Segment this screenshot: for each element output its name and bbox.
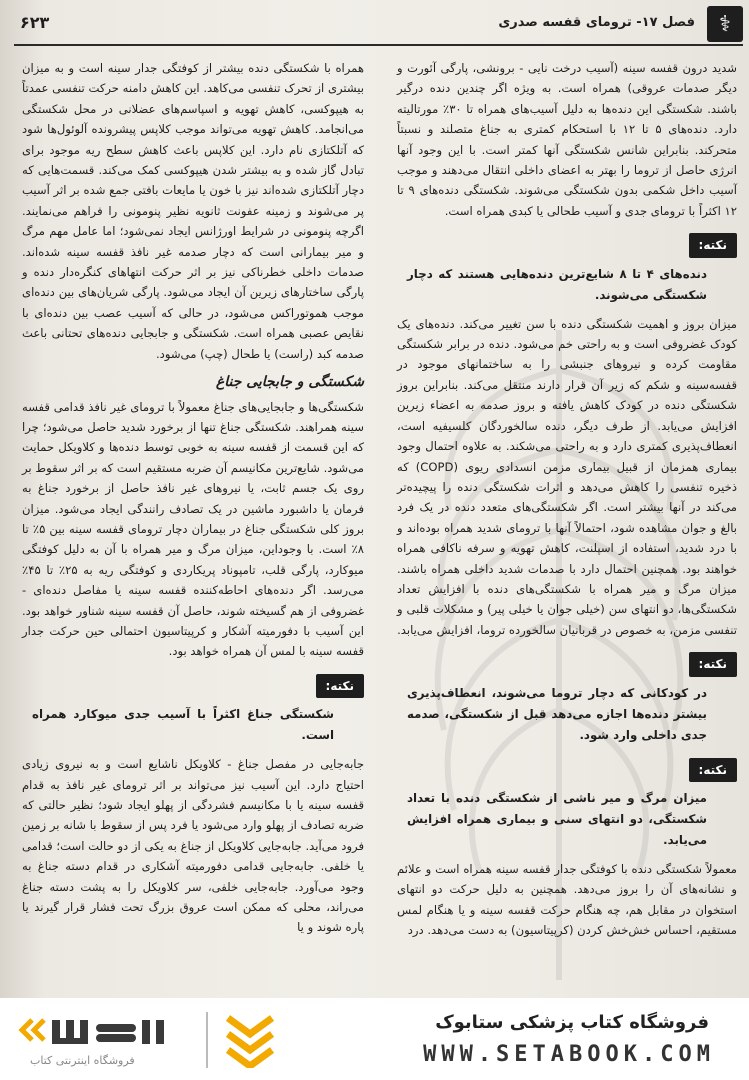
paragraph: شدید درون قفسه سینه (آسیب درخت نایی - برونشی، پارگی آئورت و دیگر صدمات عروقی) همراه است. به ویژه اگر چندین دنده درگیر باشند. شکستگی این دنده‌ها به دلیل آسیب‌های همراه تا ۳۰٪ مورتالیته دارد. دنده‌های ۵ تا ۱۲ با استحکام کمتری به جناغ متصلند و نسبتاً متحرکند. بنابراین شانس شکستگی آنها کمتر است. با این وجود آنها انرژی حاصل از تروما را بهتر به اعضای داخلی انتقال می‌دهند و موجب آسیب داخل شکمی بدون شکستگی می‌شوند. شکستگی دنده‌های ۹ تا ۱۲ اکثراً با ترومای جدی و آسیب طحالی یا کبدی همراه است. (397, 61, 737, 218)
paragraph: همراه با شکستگی دنده بیشتر از کوفتگی جدار سینه است و به میزان بیشتری از تحرک تنفسی می‌کاهد. این کاهش دامنه حرکت تنفسی عمدتاً به هیپوکسی، کاهش تهویه و اسپاسم‌های عضلانی در محل شکستگی می‌انجامد. کاهش تهویه می‌تواند موجب کلاپس پیشرونده آلوئول‌ها شود که آتلکتازی نام دارد. این کلاپس باعث کاهش سطح ریه موجود برای تبادل گاز شده و به بیشتر شدن هیپوکسی کمک می‌کند. قسمت‌هایی که دچار آتلکتازی شده‌اند نیز با خون یا مایعات بافتی جمع شده بر اثر آسیب پر می‌شوند و زمینه عفونت ثانویه نظیر پنومونی را فراهم می‌نمایند. اگرچه پنومونی در شرایط اورژانس ایجاد نمی‌شود؛ اما عامل مهم مرگ و میر بیمارانی است که دچار صدمه غیر نافذ قفسه سینه شده‌اند. صدمات داخلی خطرناکی نیز بر اثر حرکت انتهاهای کنگره‌دار دنده و پارگی ساختارهای زیرین آن ایجاد می‌شود. پارگی شریان‌های بین دنده‌ای موجب هموتوراکس می‌شود، در حالی که آسیب عصب بین دنده‌ای با نقایص عصبی همراه است. شکستگی و جابجایی دنده‌های تحتانی باعث صدمه کبد (راست) یا طحال (چپ) می‌شود. (22, 61, 364, 361)
brand-subtitle: فروشگاه اینترنتی کتاب (30, 1054, 135, 1067)
paragraph: معمولاً شکستگی دنده با کوفتگی جدار قفسه سینه همراه است و علائم و نشانه‌های آن را بروز می‌دهد. همچنین به دلیل حرکت دو انتهای استخوان در مقابل هم، چه هنگام حرکت قفسه سینه و یا هنگام لمس مستقیم، احساس خش‌خش کردن (کرپیتاسیون) به دست می‌دهد. درد (397, 861, 737, 938)
note-text: در کودکانی که دچار تروما می‌شوند، انعطاف‌پذیری بیشتر دنده‌ها اجازه می‌دهد قبل از شکستگی، صدمه جدی داخلی وارد شود. (407, 685, 707, 742)
shop-name: فروشگاه کتاب پزشکی ستابوک (435, 1012, 709, 1033)
page-number: ۶۲۳ (20, 13, 50, 32)
note-text: میزان مرگ و میر ناشی از شکستگی دنده با تعداد شکستگی، دو انتهای سنی و بیماری همراه افزایش می‌یابد. (407, 790, 707, 847)
note-label: نکته: (316, 674, 364, 698)
chapter-title: فصل ۱۷- ترومای قفسه صدری (498, 15, 695, 30)
store-banner (0, 998, 749, 1080)
page-header (14, 4, 743, 46)
shop-url-link[interactable]: WWW.SETABOOK.COM (423, 1042, 715, 1067)
paragraph: جابه‌جایی در مفصل جناغ - کلاویکل ناشایع است و به نیروی زیادی احتیاج دارد. این آسیب نیز می‌تواند بر اثر ترومای غیر نافذ به قدام قفسه سینه یا با مکانیسم فشردگی از پهلو ایجاد شود؛ نظیر حالتی که ضربه تصادف از پهلو وارد می‌شود یا فرد پس از سقوط با شانه بر زمین فرود می‌آید. جابه‌جایی کلاویکل از جناغ به یکی از دو حالت است؛ قدامی یا خلفی. جابه‌جایی قدامی دفورمیته آشکاری در قدام دسته جناغ به وجود می‌آورد. جابه‌جایی خلفی، سر کلاویکل را به پشت دسته جناغ می‌راند، محلی که ممکن است عروق بزرگ تحت فشار قرار گیرند یا پاره شوند و یا (22, 757, 364, 935)
left-column (22, 58, 364, 946)
note-text: شکستگی جناغ اکثراً با آسیب جدی میوکارد همراه است. (32, 707, 334, 743)
note-text: دنده‌های ۴ تا ۸ شایع‌ترین دنده‌هایی هستند که دچار شکستگی می‌شوند. (407, 266, 708, 302)
paragraph: میزان بروز و اهمیت شکستگی دنده با سن تغییر می‌کند. دنده‌های یک کودک غضروفی است و به راحتی خم می‌شود. دنده در برابر شکستگی مقاومت کرده و نیروهای جنبشی را به ساختمانهای موجود در قفسه‌سینه و شکم که زیر آن قرار دارند منتقل می‌کند. بنابراین بروز شکستگی دنده در کودک کاهش یافته و بروز صدمه به اعضاء زیرین افزایش می‌یابد. از طرف دیگر، دنده سالخوردگان کلسیفیه است، انعطاف‌پذیری کمتری دارد و به راحتی می‌شکند. به علاوه احتمال وجود بیماری همزمان از قبیل بیماری مزمن انسدادی ریوی (COPD) که ذخیره تنفسی را کاهش می‌دهد و اثرات شکستگی دنده را پیچیده‌تر می‌کند در آنها بیشتر است. اگر شکستگی‌های متعدد دنده در یک فرد بالغ و جوان مشاهده شود، احتمالاً آنها با ترومای شدید همراه بوده‌اند و با درد شدید، استفاده از اسپلنت، کاهش تهویه و سرفه ناکافی همراه خواهند بود. همچنین احتمال دارد با صدمات شدید داخلی همراه باشند. میزان مرگ و میر همراه با شکستگی‌های دنده با افزایش تعداد شکستگی‌ها، دو انتهای سن (خیلی جوان یا خیلی پیر) و مشکلات قلبی و تنفسی مزمن، به خصوص در قربانیان سالخورده تروما، افزایش می‌یابد. (397, 316, 737, 637)
medical-star-icon: ⚕ (707, 6, 743, 42)
divider (206, 1012, 208, 1068)
section-heading: شکستگی و جابجایی جناغ (215, 374, 364, 391)
note-label: نکته: (689, 233, 737, 257)
paragraph: شکستگی‌ها و جابجایی‌های جناغ معمولاً با ترومای غیر نافذ قدامی قفسه سینه همراهند. شکستگی جناغ تنها از برخورد شدید حاصل می‌شود؛ چرا که این قسمت از قفسه سینه به خوبی توسط دنده‌ها و کلاویکل حمایت می‌شود. شایع‌ترین مکانیسم آن ضربه مستقیم است که بر اثر سقوط بر روی یک جسم ثابت، یا نیروهای غیر نافذ حاصل از برخورد جناغ به فرمان یا داشبورد ماشین در یک تصادف رانندگی ایجاد می‌شود. میزان بروز کلی شکستگی جناغ در بیماران دچار ترومای قفسه سینه بین ۵٪ تا ۸٪ است. با وجوداین، میزان مرگ و میر همراه با آن به دلیل کوفتگی میوکارد، پارگی قلب، تامپوناد پریکاردی و کوفتگی ریه به ۲۵٪ تا ۴۵٪ می‌رسد. اگر دنده‌های احاطه‌کننده قفسه سینه یا مفاصل دنده‌ای - غضروفی از هم گسیخته شوند، حاصل آن قفسه سینه شناور خواهد بود. این آسیب با دفورمیته آشکار و کرپیتاسیون احتمالی حین حرکت جدار قفسه سینه با لمس آن همراه خواهد بود. (22, 399, 365, 659)
right-column (397, 58, 737, 949)
chevron-stack-icon (222, 1012, 278, 1068)
note-label: نکته: (689, 652, 737, 676)
note-label: نکته: (689, 758, 737, 782)
